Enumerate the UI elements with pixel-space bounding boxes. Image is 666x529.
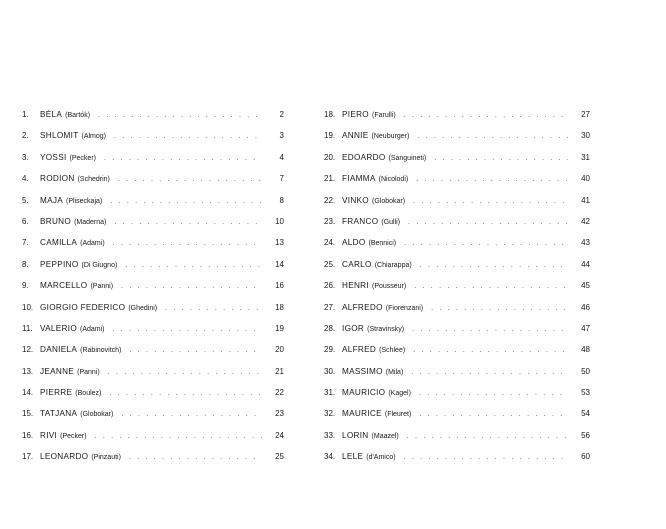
entry-composer: (Ghedini) [128, 304, 158, 312]
entry-number: 20. [324, 152, 336, 162]
entry-composer: (Nicolodi) [378, 176, 409, 184]
toc-entry [22, 297, 284, 318]
entry-page: 50 [581, 366, 590, 376]
entry-composer: (Panni) [77, 368, 100, 376]
entry-title: MAJA [40, 195, 64, 205]
dot-leader [110, 191, 262, 212]
entry-composer: (Pecker) [69, 154, 96, 162]
entry-page: 22 [275, 388, 284, 398]
entry-title: SHLOMIT [40, 131, 79, 141]
entry-number: 3. [22, 152, 29, 162]
entry-number: 34. [324, 452, 336, 462]
entry-composer: (Adami) [80, 240, 105, 248]
entry-composer: (Sanguineti) [388, 154, 427, 162]
dot-leader [419, 383, 568, 404]
entry-number: 14. [22, 388, 34, 398]
entry-number: 5. [22, 195, 29, 205]
entry-number: 33. [324, 430, 336, 440]
entry-composer: (Almog) [81, 133, 107, 141]
entry-title: PIERRE [40, 388, 73, 398]
entry-title: MAURICIO [342, 388, 386, 398]
entry-number: 11. [22, 323, 33, 333]
entry-title: RODION [40, 174, 75, 184]
entry-page: 2 [279, 110, 284, 119]
entry-composer: (Boulez) [75, 390, 102, 398]
entry-title: MARCELLO [40, 281, 88, 291]
entry-number: 6. [22, 216, 29, 226]
toc-column-left [22, 104, 284, 468]
toc-entry [324, 446, 590, 467]
entry-title: HENRI [342, 281, 369, 291]
entry-page: 8 [279, 195, 284, 205]
toc-entry [22, 104, 284, 125]
toc-entry [324, 382, 590, 403]
entry-composer: (Pecker) [60, 432, 87, 440]
entry-title: JEANNE [40, 366, 75, 376]
dot-leader [109, 383, 262, 404]
dot-leader [431, 298, 568, 319]
entry-number: 8. [22, 259, 29, 269]
entry-title: PIERO [342, 110, 369, 119]
toc-entry [22, 382, 284, 403]
dot-leader [412, 319, 568, 340]
dot-leader [420, 255, 568, 276]
toc-entry [22, 318, 284, 339]
dot-leader [416, 169, 568, 190]
entry-composer: (Neuburger) [371, 133, 410, 141]
entry-number: 16. [22, 430, 34, 440]
dot-leader [434, 148, 568, 169]
toc-entry [324, 254, 590, 275]
toc-entry [22, 446, 284, 467]
entry-composer: (Adami) [79, 325, 105, 333]
entry-number: 15. [22, 409, 34, 419]
entry-number: 18. [324, 110, 336, 119]
entry-page: 3 [279, 131, 284, 141]
toc-entry [22, 211, 284, 232]
entry-page: 54 [581, 409, 590, 419]
entry-title: FIAMMA [342, 174, 376, 184]
entry-page: 20 [275, 345, 284, 355]
dot-leader [413, 191, 568, 212]
entry-number: 22. [324, 195, 336, 205]
toc-entry [324, 318, 590, 339]
entry-title: YOSSI [40, 152, 67, 162]
dot-leader [114, 126, 262, 147]
entry-composer: (Fiorenzani) [385, 304, 424, 312]
entry-composer: (Schlee) [379, 347, 406, 355]
toc-entry [22, 147, 284, 168]
dot-leader [404, 105, 568, 126]
entry-page: 24 [275, 430, 284, 440]
toc-entry [324, 168, 590, 189]
toc-column-right [324, 104, 590, 468]
entry-title: EDOARDO [342, 152, 386, 162]
dot-leader [129, 340, 262, 361]
toc-entry [324, 147, 590, 168]
dot-leader [411, 362, 568, 383]
dot-leader [404, 447, 568, 468]
entry-title: BRUNO [40, 216, 72, 226]
entry-number: 7. [22, 238, 29, 248]
toc-entry [324, 361, 590, 382]
toc-entry [324, 425, 590, 446]
entry-title: TATJANA [40, 409, 78, 419]
dot-leader [113, 233, 262, 254]
toc-entry [324, 339, 590, 360]
entry-title: BÉLA [40, 110, 63, 119]
dot-leader [118, 169, 262, 190]
entry-number: 4. [22, 174, 29, 184]
entry-composer: (Gulli) [381, 218, 401, 226]
toc-entry [324, 211, 590, 232]
entry-page: 53 [581, 388, 590, 398]
entry-page: 18 [275, 302, 284, 312]
entry-title: VALERIO [40, 323, 77, 333]
entry-title: FRANCO [342, 216, 379, 226]
dot-leader [114, 212, 262, 233]
entry-page: 40 [581, 174, 590, 184]
entry-page: 46 [581, 302, 590, 312]
entry-page: 14 [275, 259, 284, 269]
dot-leader [113, 319, 263, 340]
entry-composer: (Chiarappa) [374, 261, 412, 269]
entry-title: CARLO [342, 259, 372, 269]
entry-title: PEPPINO [40, 259, 79, 269]
entry-number: 12. [22, 345, 34, 355]
toc-entry [324, 190, 590, 211]
entry-page: 21 [275, 366, 284, 376]
dot-leader [419, 404, 568, 425]
entry-composer: (Maazel) [371, 432, 399, 440]
toc-entry [22, 339, 284, 360]
entry-title: ALFREDO [342, 302, 383, 312]
dot-leader [125, 255, 262, 276]
entry-number: 25. [324, 259, 336, 269]
entry-title: ANNIE [342, 131, 369, 141]
toc-entry [324, 104, 590, 125]
dot-leader [404, 233, 568, 254]
entry-number: 24. [324, 238, 336, 248]
entry-composer: (Schedrin) [77, 176, 110, 184]
dot-leader [407, 426, 568, 447]
entry-composer: (Pinzauti) [91, 454, 121, 462]
entry-page: 41 [581, 195, 590, 205]
entry-composer: (Pousseur) [371, 283, 407, 291]
entry-page: 13 [275, 238, 284, 248]
entry-title: CAMILLA [40, 238, 78, 248]
entry-composer: (Kagel) [388, 390, 411, 398]
entry-number: 23. [324, 216, 336, 226]
dot-leader [95, 426, 262, 447]
entry-composer: (Di Giugno) [81, 261, 118, 269]
entry-number: 19. [324, 131, 336, 141]
dot-leader [413, 340, 568, 361]
toc-entry [22, 361, 284, 382]
entry-title: VINKO [342, 195, 369, 205]
entry-page: 25 [275, 452, 284, 462]
entry-title: MAURICE [342, 409, 382, 419]
dot-leader [104, 148, 262, 169]
entry-page: 10 [275, 216, 284, 226]
entry-composer: (Panni) [90, 283, 114, 291]
dot-leader [414, 276, 568, 297]
entry-page: 43 [581, 238, 590, 248]
entry-composer: (Globokar) [371, 197, 406, 205]
entry-number: 10. [22, 302, 34, 312]
entry-page: 27 [581, 110, 590, 119]
dot-leader [98, 105, 262, 126]
entry-number: 26. [324, 281, 336, 291]
entry-title: LELE [342, 452, 364, 462]
dot-leader [108, 362, 262, 383]
entry-page: 60 [581, 452, 590, 462]
entry-page: 56 [581, 430, 590, 440]
entry-number: 27. [324, 302, 336, 312]
entry-title: ALFRED [342, 345, 377, 355]
toc-entry [22, 403, 284, 424]
entry-page: 42 [581, 216, 590, 226]
entry-page: 48 [581, 345, 590, 355]
entry-number: 2. [22, 131, 29, 141]
entry-number: 9. [22, 281, 29, 291]
entry-page: 47 [581, 323, 590, 333]
toc-entry [22, 168, 284, 189]
entry-number: 21. [324, 174, 336, 184]
dot-leader [408, 212, 568, 233]
toc-entry [324, 297, 590, 318]
entry-number: 32. [324, 409, 336, 419]
entry-composer: (Farulli) [371, 112, 396, 119]
toc-entry [324, 275, 590, 296]
entry-page: 31 [581, 152, 590, 162]
entry-title: ALDO [342, 238, 366, 248]
toc-entry [22, 275, 284, 296]
entry-number: 29. [324, 345, 336, 355]
entry-title: DANIELA [40, 345, 78, 355]
entry-number: 28. [324, 323, 336, 333]
entry-composer: (Mila) [385, 368, 404, 376]
entry-title: MASSIMO [342, 366, 383, 376]
entry-page: 19 [275, 323, 284, 333]
dot-leader [417, 126, 568, 147]
entry-number: 17. [22, 452, 34, 462]
entry-page: 44 [581, 259, 590, 269]
dot-leader [165, 298, 262, 319]
entry-number: 31. [324, 388, 336, 398]
entry-composer: (Bartók) [65, 112, 91, 119]
entry-composer: (Pliseckaja) [66, 197, 103, 205]
toc-entry [324, 125, 590, 146]
entry-title: LEONARDO [40, 452, 89, 462]
entry-composer: (Rabinovitch) [80, 347, 122, 355]
toc-entry [324, 403, 590, 424]
toc-entry [22, 125, 284, 146]
toc-entry [22, 425, 284, 446]
dot-leader [121, 276, 262, 297]
entry-page: 16 [275, 281, 284, 291]
entry-page: 7 [279, 174, 284, 184]
entry-composer: (Maderna) [74, 218, 107, 226]
entry-title: GIORGIO FEDERICO [40, 302, 126, 312]
dot-leader [129, 447, 262, 468]
entry-title: IGOR [342, 323, 365, 333]
dot-leader [121, 404, 262, 425]
entry-number: 1. [22, 110, 29, 119]
entry-composer: (Globokar) [80, 411, 114, 419]
entry-composer: (Fleuret) [384, 411, 412, 419]
entry-title: LORIN [342, 430, 369, 440]
entry-title: RIVI [40, 430, 58, 440]
entry-composer: (Stravinsky) [367, 325, 405, 333]
toc-entry [22, 190, 284, 211]
entry-composer: (Bennici) [368, 240, 397, 248]
entry-page: 4 [279, 152, 284, 162]
entry-number: 13. [22, 366, 34, 376]
toc-entry [324, 232, 590, 253]
entry-page: 45 [581, 281, 590, 291]
entry-page: 30 [581, 131, 590, 141]
toc-entry [22, 254, 284, 275]
entry-number: 30. [324, 366, 336, 376]
toc-entry [22, 232, 284, 253]
entry-composer: (d'Amico) [366, 454, 396, 462]
entry-page: 23 [275, 409, 284, 419]
